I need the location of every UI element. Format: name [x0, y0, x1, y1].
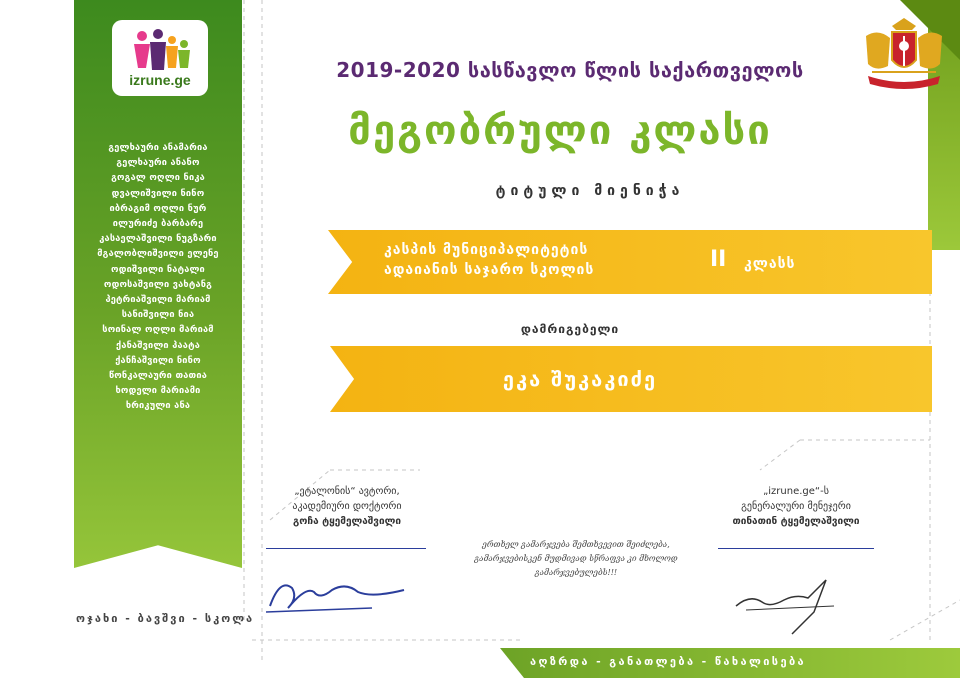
main-title: მეგობრული კლასი: [348, 108, 772, 154]
sig-right-role: გენერალური მენეჯერი: [741, 501, 851, 512]
list-item: ოდოსაშვილი ვახტანგ: [103, 278, 213, 290]
sig-left-title: „ეტალონის“ ავტორი,: [294, 486, 400, 497]
list-item: გელხაური ანანო: [116, 157, 200, 169]
distributor-label: დამრიგებელი: [520, 322, 620, 336]
list-item: იბრაგიმ ოღლი ნურ: [109, 202, 207, 214]
list-item: პეტრიაშვილი მარიამ: [105, 294, 211, 306]
list-item: სოინალ ოღლი მარიამ: [102, 324, 214, 336]
footer-right-motto: აღზრდა - განათლება - წახალისება: [530, 655, 807, 668]
quote-line-1: ერთხელ გამარჯვება შემთხვევით შეიძლება,: [482, 540, 670, 549]
list-item: გოგალ ოღლი ნიკა: [111, 172, 205, 184]
school-name: [384, 240, 684, 280]
list-item: ხრიკული ანა: [125, 400, 191, 412]
sig-left-line: [266, 548, 426, 549]
year-title: 2019-2020 სასწავლო წლის საქართველოს: [336, 58, 804, 82]
school-line-2: ადაიანის საჯარო სკოლის: [384, 262, 595, 278]
sig-right-title: „izrune.ge“-ს: [763, 486, 829, 497]
footer-left-motto: ოჯახი - ბავშვი - სკოლა: [76, 612, 255, 625]
signature-right-icon: [730, 572, 850, 636]
list-item: მგალობლიშვილი ელენე: [97, 248, 219, 260]
coat-of-arms-icon: [858, 16, 950, 96]
list-item: წონკალაური თათია: [108, 370, 208, 382]
logo-text: izrune.ge: [129, 72, 191, 88]
izrune-logo: [112, 20, 208, 96]
quote-line-2: გამარჯვებისკენ მუდმივად სწრაფვა კი მხოლოდ გამარჯვებულებს!!!: [474, 554, 678, 577]
center-quote: [446, 538, 706, 580]
list-item: ხოდელი მარიამი: [115, 385, 201, 397]
teacher-name: ეკა შუკაკიძე: [502, 367, 658, 391]
sig-left-degree: აკადემიური დოქტორი: [292, 501, 402, 512]
sig-right-name: თინათინ ტყემელაშვილი: [732, 516, 860, 527]
student-list: [80, 140, 236, 414]
list-item: ილურიძე ბარბარე: [112, 218, 204, 230]
family-figures-icon: [128, 28, 192, 72]
list-item: კასაელაშვილი ნუგზარი: [99, 233, 217, 245]
footer-bar-tip: [500, 648, 524, 678]
list-item: ოდიშვილი ნატალი: [111, 263, 205, 275]
list-item: ქანჩაშვილი ნინო: [115, 354, 201, 366]
list-item: გელხაური ანამარია: [108, 142, 208, 153]
list-item: ქანაშვილი პაატა: [115, 339, 200, 351]
class-number: II: [710, 247, 727, 272]
signature-block-left: [252, 484, 442, 529]
school-line-1: კასპის მუნიციპალიტეტის: [384, 242, 589, 258]
awarded-text: ტიტული მიენიჭა: [495, 183, 685, 199]
class-word: კლასს: [744, 256, 796, 272]
sig-right-line: [718, 548, 874, 549]
list-item: დვალიშვილი ნინო: [111, 187, 205, 199]
list-item: სანიშვილი ნია: [121, 309, 195, 321]
sig-left-name: გოჩა ტყემელაშვილი: [293, 516, 401, 527]
signature-block-right: [706, 484, 886, 529]
signature-left-icon: [262, 568, 412, 616]
